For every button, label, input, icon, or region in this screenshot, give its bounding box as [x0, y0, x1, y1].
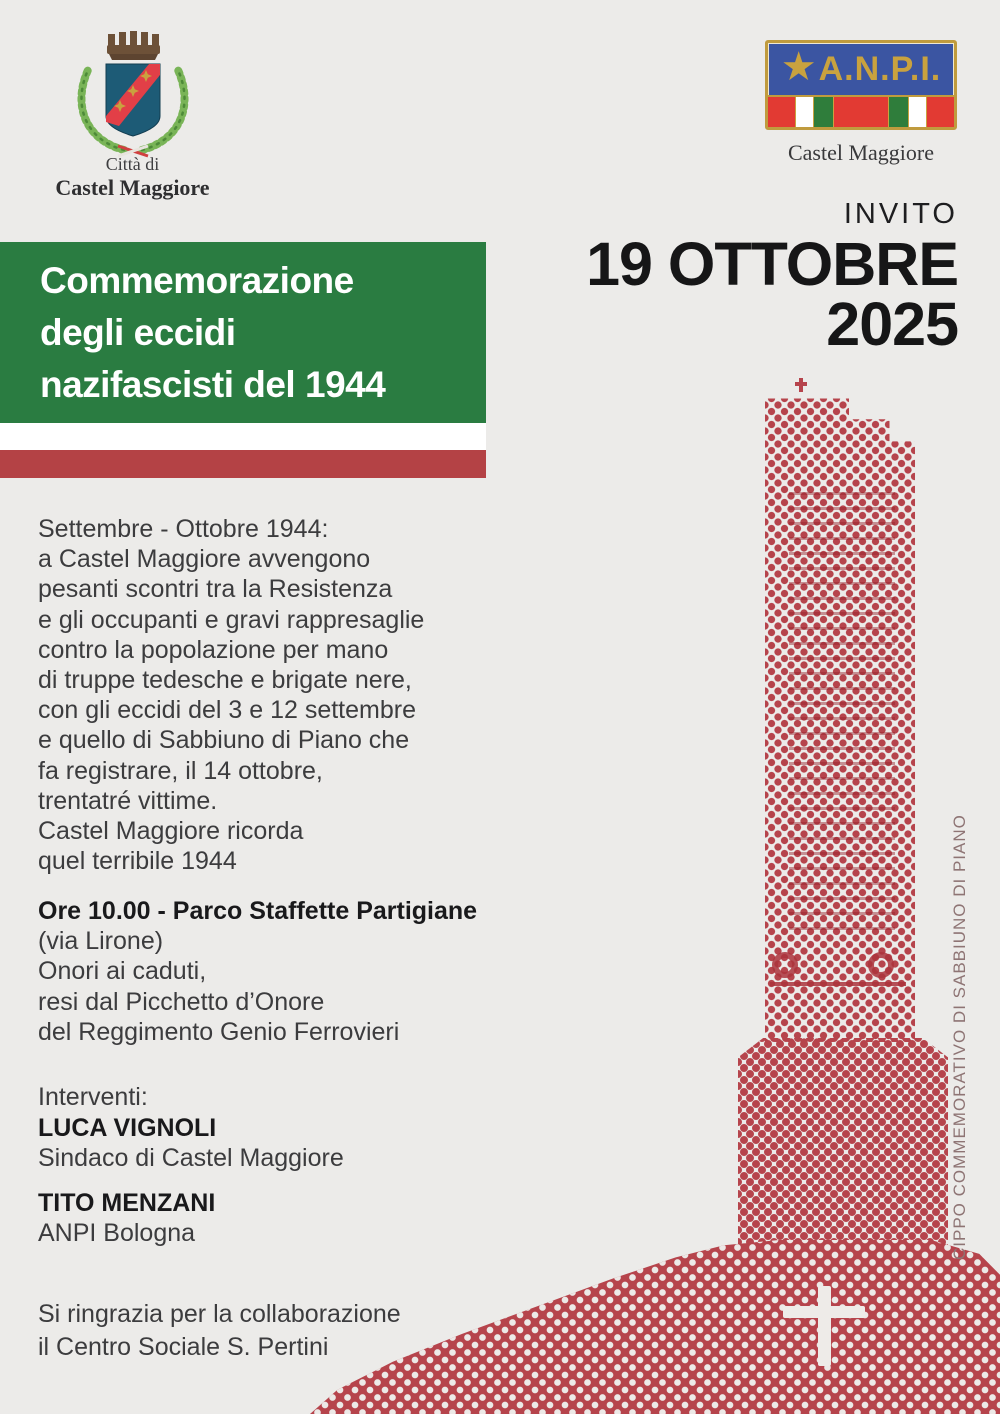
history-line: fa registrare, il 14 ottobre,	[38, 756, 323, 785]
anpi-caption: Castel Maggiore	[787, 140, 935, 165]
spacer	[38, 1174, 344, 1188]
speaker-name: TITO MENZANI	[38, 1188, 216, 1217]
history-line: Settembre - Ottobre 1944:	[38, 515, 329, 543]
ribbon-segment-white	[795, 97, 812, 130]
programme-line: resi dal Picchetto d’Onore	[38, 987, 325, 1016]
crest-caption-name: Castel Maggiore	[55, 175, 210, 200]
programme-block	[38, 896, 477, 1047]
monument-mound	[310, 1240, 1000, 1414]
ribbon-segment-red	[833, 97, 889, 130]
ribbon-segment-white	[908, 97, 925, 130]
monument-inscription-rows	[789, 492, 895, 932]
history-line: di truppe tedesche e brigate nere,	[38, 666, 412, 695]
anpi-badge	[765, 40, 957, 130]
event-date-line1: 19 OTTOBRE	[586, 230, 958, 298]
ribbon-segment-red	[768, 97, 795, 130]
history-line: contro la popolazione per mano	[38, 635, 389, 664]
programme-line: Onori ai caduti,	[38, 957, 207, 986]
event-date	[586, 230, 958, 358]
history-line: a Castel Maggiore avvengono	[38, 545, 371, 574]
acknowledgement-line1: Si ringrazia per la collaborazione	[38, 1300, 401, 1328]
monument-caption: CIPPO COMMEMORATIVO DI SABBIUNO DI PIANO	[950, 814, 969, 1260]
banner-red-stripe	[0, 450, 486, 478]
speaker-role: ANPI Bologna	[38, 1219, 196, 1247]
ribbon-segment-green	[888, 97, 908, 130]
ribbon-segment-red	[926, 97, 954, 130]
history-line: trentatré vittime.	[38, 786, 218, 815]
title-line3: nazifascisti del 1944	[40, 364, 386, 405]
anpi-badge-top	[768, 43, 954, 95]
city-crest-emblem	[58, 18, 208, 160]
title-banner	[0, 242, 486, 423]
white-cross-icon	[818, 1286, 831, 1366]
history-paragraph	[38, 514, 424, 876]
programme-line: (via Lirone)	[38, 927, 164, 956]
history-line: con gli eccidi del 3 e 12 settembre	[38, 696, 416, 725]
banner-white-stripe	[0, 423, 486, 450]
shield	[106, 64, 160, 136]
event-date-line2: 2025	[826, 290, 958, 358]
crown-icon	[107, 31, 160, 60]
speaker-name: LUCA VIGNOLI	[38, 1113, 217, 1142]
history-line: Castel Maggiore ricorda	[38, 817, 304, 846]
invite-kicker: INVITO	[843, 198, 958, 230]
star-icon: ★	[780, 45, 817, 89]
anpi-tricolor-ribbon	[768, 95, 954, 130]
monument-ring-right	[868, 952, 894, 978]
title-line1: Commemorazione	[40, 260, 354, 301]
history-line: quel terribile 1944	[38, 847, 237, 876]
history-line: e quello di Sabbiuno di Piano che	[38, 726, 410, 755]
history-line: e gli occupanti e gravi rappresaglie	[38, 605, 425, 634]
speakers-heading: Interventi:	[38, 1083, 148, 1111]
speakers-block	[38, 1082, 344, 1249]
city-crest	[55, 18, 210, 201]
acknowledgement-line2: il Centro Sociale S. Pertini	[38, 1333, 329, 1361]
title-line2: degli eccidi	[40, 312, 236, 353]
anpi-acronym: A.N.P.I.	[818, 49, 942, 88]
monument-top-cross-icon	[799, 378, 803, 392]
programme-line: del Reggimento Genio Ferrovieri	[38, 1017, 400, 1046]
speaker-role: Sindaco di Castel Maggiore	[38, 1144, 344, 1172]
monument-pedestal	[738, 1038, 948, 1253]
programme-time-place: Ore 10.00 - Parco Staffette Partigiane	[38, 897, 478, 925]
monument-chain-bar	[770, 982, 906, 986]
white-cross-arm	[783, 1306, 865, 1318]
monument-ring-left	[772, 952, 798, 978]
crest-caption-city: Città di	[105, 154, 160, 174]
acknowledgement	[38, 1298, 401, 1364]
anpi-logo	[765, 40, 957, 166]
history-line: pesanti scontri tra la Resistenza	[38, 575, 393, 604]
ribbon-segment-green	[813, 97, 833, 130]
